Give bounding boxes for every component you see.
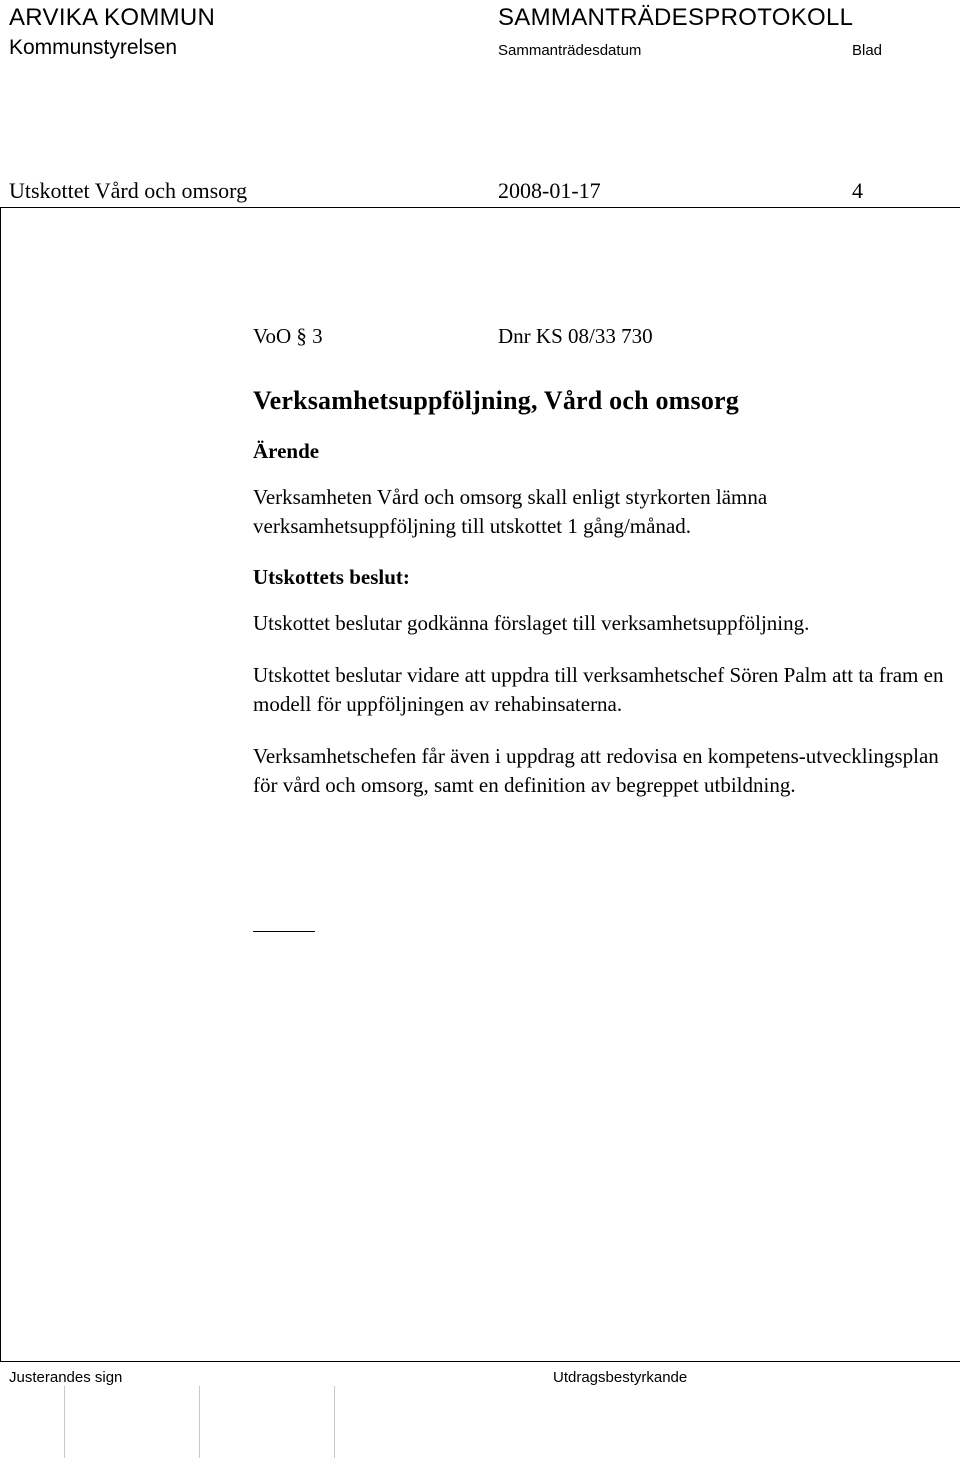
frame-top-rule — [0, 207, 960, 208]
case-reference-row — [253, 322, 953, 352]
arende-heading: Ärende — [253, 439, 320, 463]
registration-number: Dnr KS 08/33 730 — [498, 324, 653, 348]
arende-text: Verksamheten Vård och omsorg skall enligt styrkorten lämna verksamhetsuppföljning till utskottet 1 gång/månad. — [253, 485, 768, 538]
page-number: 4 — [852, 178, 863, 203]
case-id: VoO § 3 — [253, 324, 323, 348]
decision-paragraph: Verksamhetschefen får även i uppdrag att redovisa en kompetens-utvecklingsplan för vård och omsorg, samt en definition av begreppet utbildning. — [253, 744, 939, 797]
decision-paragraph: Utskottet beslutar vidare att uppdra till verksamhetschef Sören Palm att ta fram en modell för uppföljningen av rehabinsaterna. — [253, 663, 944, 716]
meeting-date: 2008-01-17 — [498, 178, 601, 203]
extract-certification-label: Utdragsbestyrkande — [553, 1369, 688, 1386]
document-type: SAMMANTRÄDESPROTOKOLL — [498, 4, 854, 31]
page-label: Blad — [852, 42, 883, 59]
protocol-item — [253, 322, 953, 800]
decision-paragraph: Utskottet beslutar godkänna förslaget till verksamhetsuppföljning. — [253, 611, 810, 635]
committee-name: Utskottet Vård och omsorg — [9, 178, 248, 203]
item-title: Verksamhetsuppföljning, Vård och omsorg — [253, 386, 739, 415]
unit-name: Kommunstyrelsen — [9, 36, 178, 59]
organization-name: ARVIKA KOMMUN — [9, 4, 216, 31]
signature-box-divider — [64, 1386, 65, 1458]
decision-heading: Utskottets beslut: — [253, 565, 410, 589]
end-of-item-rule — [253, 931, 315, 932]
signature-box-divider — [334, 1386, 335, 1458]
signature-box-divider — [199, 1386, 200, 1458]
frame-left-rule — [0, 207, 1, 1361]
frame-bottom-rule — [0, 1361, 960, 1362]
meeting-date-label: Sammanträdesdatum — [498, 42, 642, 59]
signature-label: Justerandes sign — [9, 1369, 123, 1386]
